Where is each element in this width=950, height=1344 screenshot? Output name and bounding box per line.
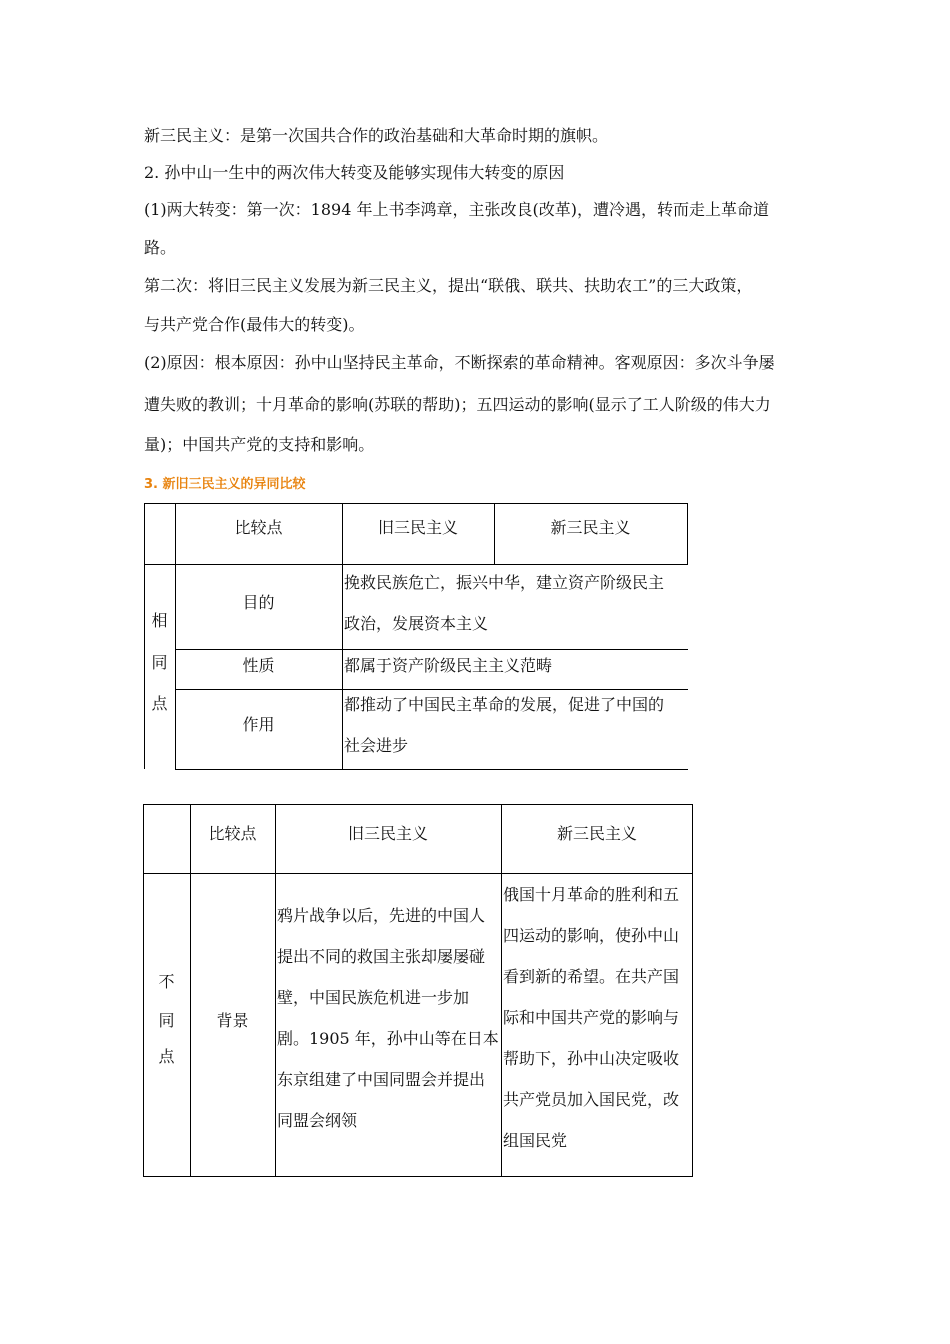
group-label-char: 同 — [151, 653, 168, 672]
row-point-background: 背景 — [216, 1011, 249, 1030]
table-border — [275, 804, 276, 1177]
table-border — [175, 649, 688, 650]
header-new-principles: 新三民主义 — [550, 518, 631, 537]
new-background-line: 俄国十月革命的胜利和五 — [503, 885, 680, 904]
new-background-line: 际和中国共产党的影响与 — [503, 1008, 680, 1027]
header-new-principles: 新三民主义 — [556, 824, 637, 843]
paragraph-line: 2. 孙中山一生中的两次伟大转变及能够实现伟大转变的原因 — [144, 163, 565, 182]
table-border — [687, 503, 688, 564]
group-label-char: 不 — [158, 972, 175, 991]
paragraph-line: 量)；中国共产党的支持和影响。 — [144, 435, 375, 454]
section-heading: 3. 新旧三民主义的异同比较 — [144, 477, 306, 492]
paragraph-line: 路。 — [144, 238, 177, 257]
row-content: 都属于资产阶级民主主义范畴 — [344, 656, 553, 675]
header-old-principles: 旧三民主义 — [377, 518, 458, 537]
row-point-purpose: 目的 — [242, 593, 275, 612]
header-compare-point: 比较点 — [208, 824, 257, 843]
new-background-line: 四运动的影响，使孙中山 — [503, 926, 680, 945]
group-label-char: 同 — [158, 1011, 175, 1030]
old-background-line: 剧。1905 年，孙中山等在日本 — [277, 1029, 499, 1048]
paragraph-line: 新三民主义：是第一次国共合作的政治基础和大革命时期的旗帜。 — [144, 126, 609, 145]
table-border — [190, 804, 191, 1177]
table-border — [143, 873, 693, 874]
old-background-line: 壁，中国民族危机进一步加 — [277, 988, 470, 1007]
table-border — [342, 503, 343, 769]
table-border — [144, 564, 688, 565]
new-background-line: 共产党员加入国民党，改 — [503, 1090, 680, 1109]
new-background-line: 帮助下，孙中山决定吸收 — [503, 1049, 680, 1068]
paragraph-line: 与共产党合作(最伟大的转变)。 — [144, 315, 365, 334]
paragraph-line: 第二次：将旧三民主义发展为新三民主义，提出“联俄、联共、扶助农工”的三大政策， — [144, 276, 753, 295]
row-content: 社会进步 — [344, 736, 409, 755]
row-content: 政治，发展资本主义 — [344, 614, 489, 633]
table-border — [144, 503, 145, 769]
old-background-line: 提出不同的救国主张却屡屡碰 — [277, 947, 486, 966]
row-content: 都推动了中国民主革命的发展，促进了中国的 — [344, 695, 665, 714]
group-label-char: 点 — [158, 1047, 175, 1066]
header-compare-point: 比较点 — [234, 518, 283, 537]
table-border — [175, 689, 688, 690]
row-content: 挽救民族危亡，振兴中华，建立资产阶级民主 — [344, 573, 665, 592]
table-border — [501, 804, 502, 1177]
new-background-line: 组国民党 — [503, 1131, 568, 1150]
old-background-line: 东京组建了中国同盟会并提出 — [277, 1070, 486, 1089]
old-background-line: 鸦片战争以后，先进的中国人 — [277, 906, 486, 925]
paragraph-line: (2)原因：根本原因：孙中山坚持民主革命，不断探索的革命精神。客观原因：多次斗争屡 — [144, 353, 775, 372]
table-border — [175, 769, 688, 770]
paragraph-line: 遭失败的教训；十月革命的影响(苏联的帮助)；五四运动的影响(显示了工人阶级的伟大力 — [144, 395, 771, 414]
old-background-line: 同盟会纲领 — [277, 1111, 358, 1130]
paragraph-line: (1)两大转变：第一次：1894 年上书李鸿章，主张改良(改革)，遭冷遇，转而走上革命道 — [144, 200, 769, 219]
row-point-nature: 性质 — [242, 656, 275, 675]
table-border — [144, 503, 688, 504]
group-label-char: 点 — [151, 694, 168, 713]
new-background-line: 看到新的希望。在共产国 — [503, 967, 680, 986]
group-label-char: 相 — [151, 611, 168, 630]
header-old-principles: 旧三民主义 — [347, 824, 428, 843]
row-point-effect: 作用 — [242, 715, 275, 734]
